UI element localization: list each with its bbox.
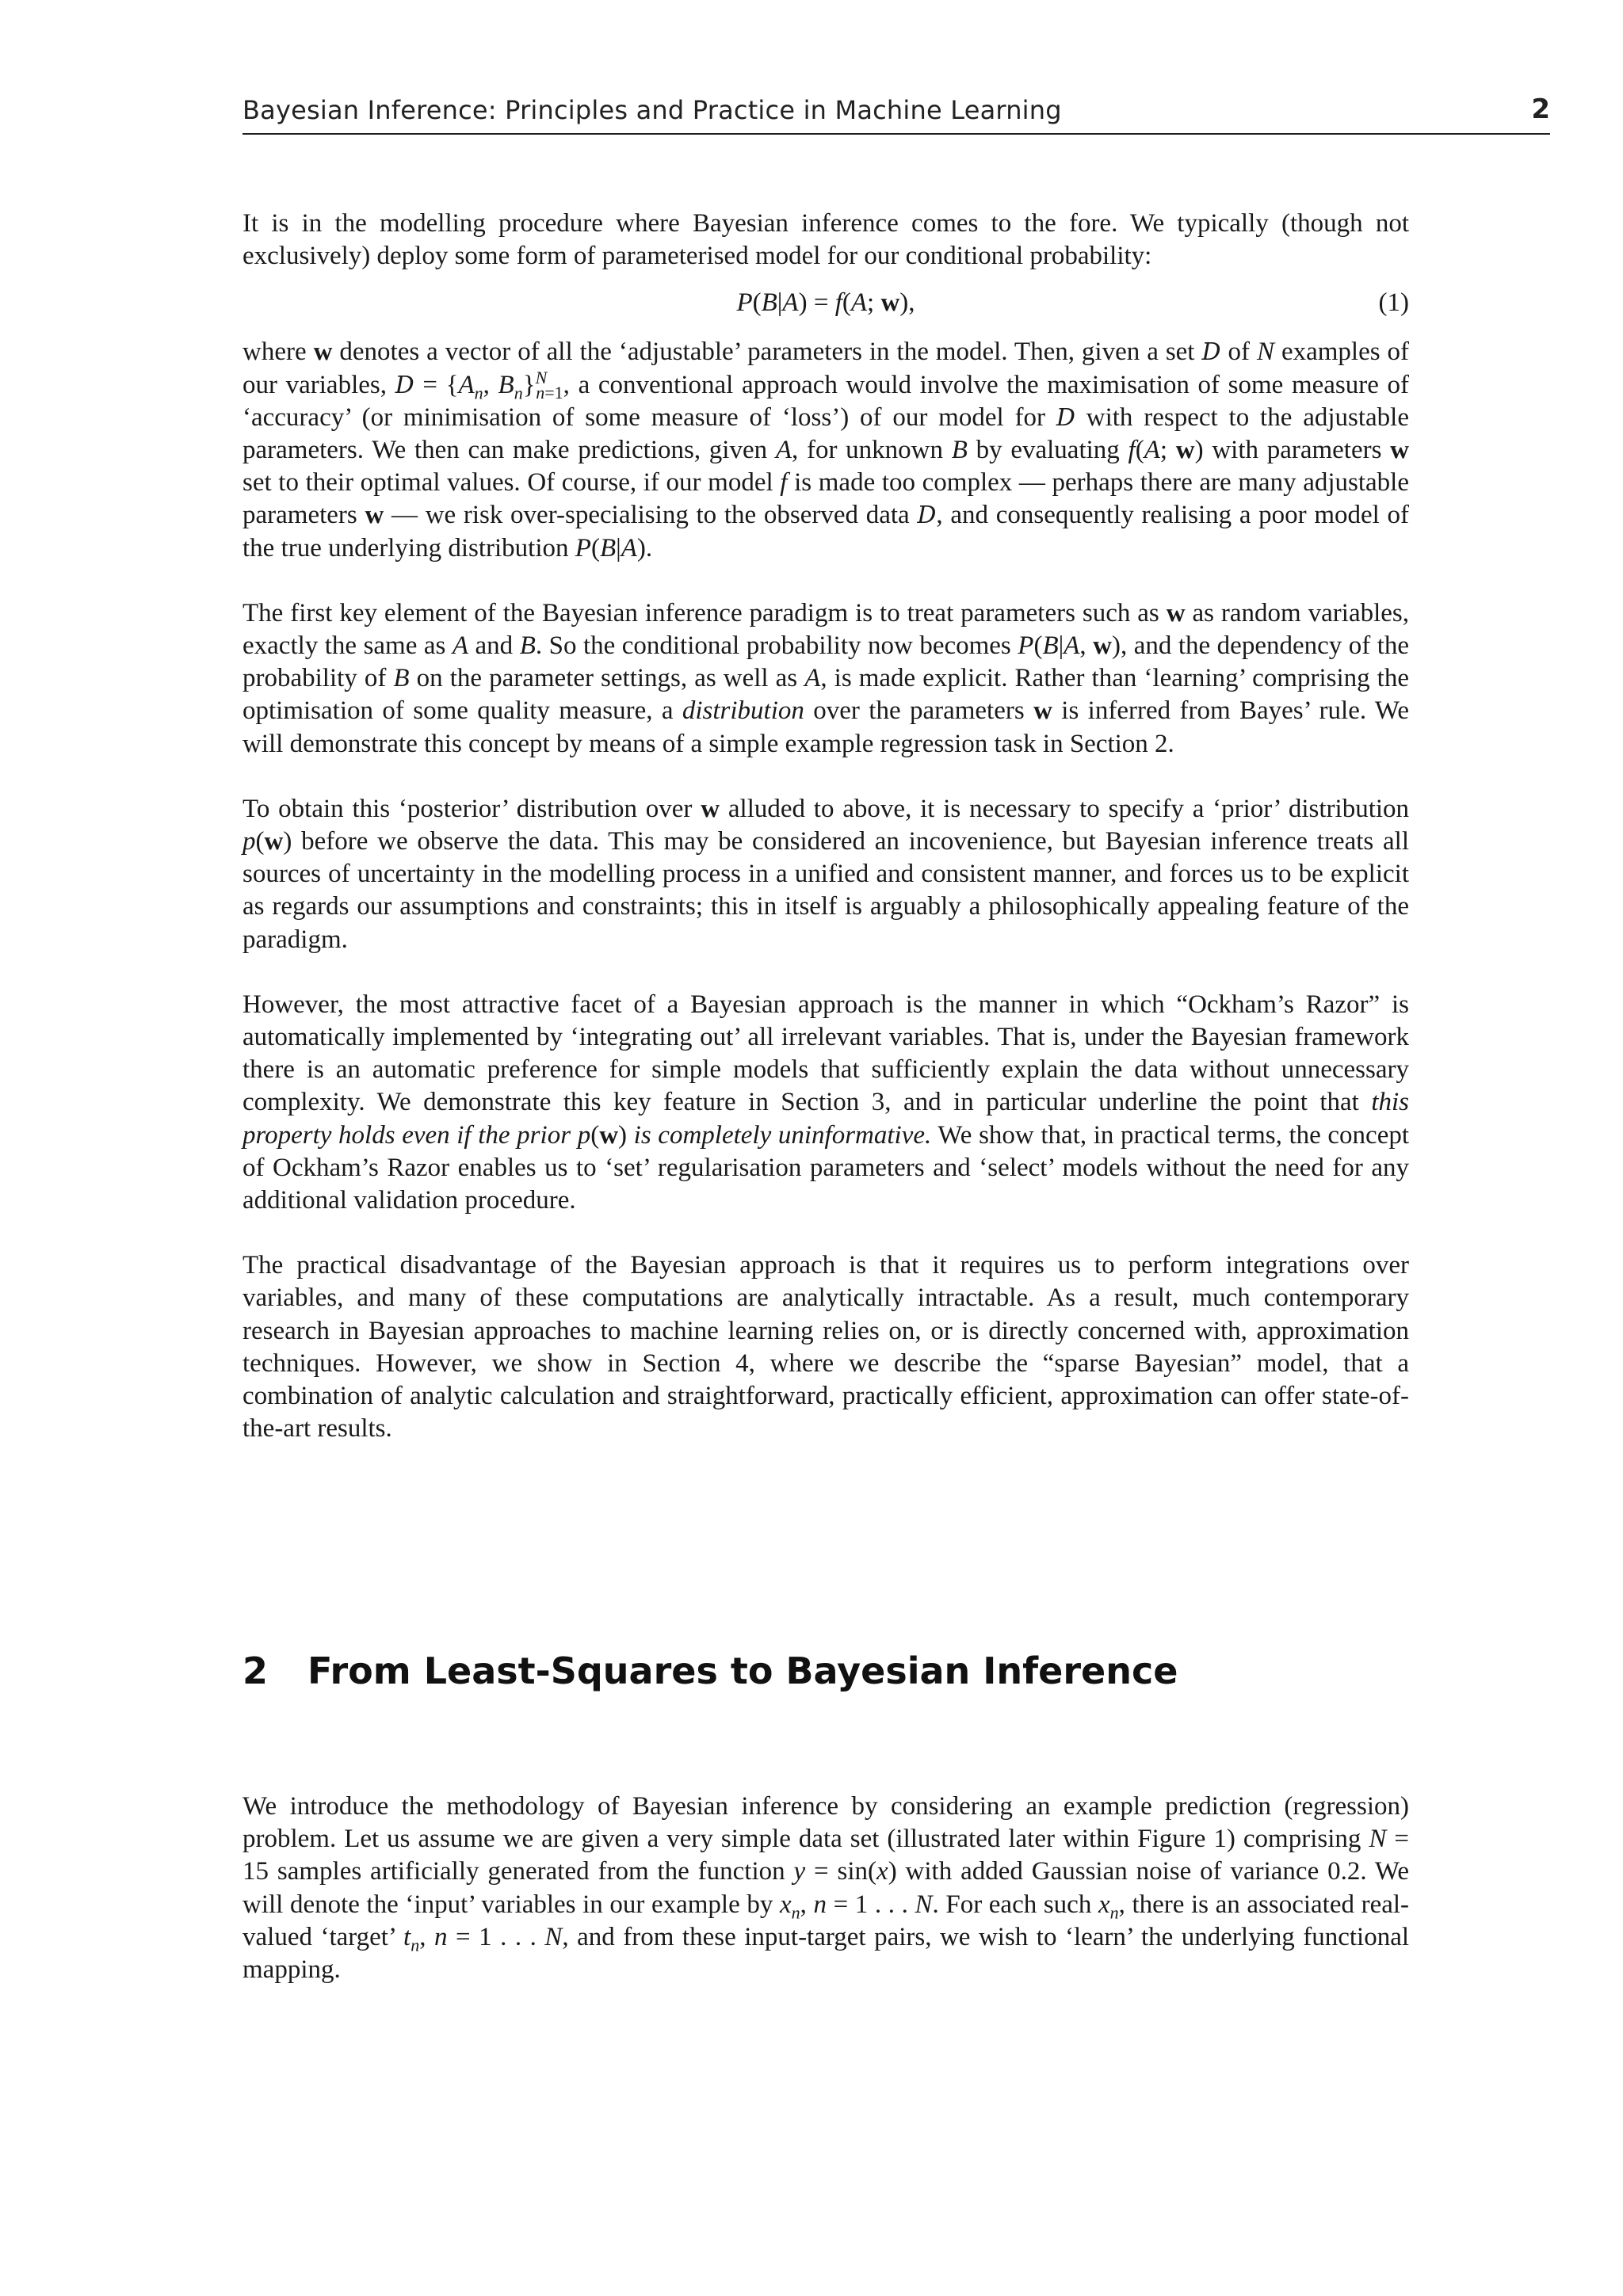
section-title: From Least-Squares to Bayesian Inference [307, 1650, 1178, 1692]
paragraph: The first key element of the Bayesian inference paradigm is to treat parameters such as w as random variables, exactly the same as A and B. So the conditional probability now becomes P(B|A, w), and the dependency of the probability of B on the parameter settings, as well as A, is made explicit. Rather than ‘learning’ comprising the optimisation of some quality measure, a distribution over the parameters w is inferred from Bayes’ rule. We will demonstrate this concept by means of a simple example regression task in Section 2. [242, 598, 1410, 758]
paragraph: where w denotes a vector of all the ‘adjustable’ parameters in the model. Then, given a set D of N examples of our variables, $D = \{A_n$, $B_n\}^N_{n=1}$, a conventional approach would involve the maximisation of some measure of ‘accuracy’ (or minimisation of some measure of ‘loss’) of our model for D with respect to the adjustable parameters. We then can make predictions, given A, for unknown B by evaluating f(A; w) with parameters w set to their optimal values. Of course, if our model f is made too complex — perhaps there are many adjustable parameters w — we risk over-specialising to the observed data D, and consequently realising a poor model of the true underlying distribution P(B|A). [242, 338, 1410, 563]
equation-number: (1) [1378, 288, 1409, 318]
paragraph: It is in the modelling procedure where Bayesian inference comes to the fore. We typically (though not exclusively) deploy some form of parameterised model for our conditional probability: [242, 209, 1409, 271]
running-header [242, 93, 1550, 135]
equation-body: P(B|A) = f(A; w), [736, 288, 915, 318]
paragraph: The practical disadvantage of the Bayesian approach is that it requires us to perform integrations over variables, and many of these computations are analytically intractable. As a result, much contemporary research in Bayesian approaches to machine learning relies on, or is directly concerned with, approximation techniques. However, we show in Section 4, where we describe the “sparse Bayesian” model, that a combination of analytic calculation and straightforward, practically efficient, approximation can offer state-of-the-art results. [242, 1251, 1409, 1444]
paragraph: However, the most attractive facet of a Bayesian approach is the manner in which “Ockham’s Razor” is automatically implemented by ‘integrating out’ all irrelevant variables. That is, under the Bayesian framework there is an automatic preference for simple models that sufficiently explain the data without unnecessary complexity. We demonstrate this key feature in Section 3, and in particular underline the point that this property holds even if the prior p(w) is completely uninformative. We show that, in practical terms, the concept of Ockham’s Razor enables us to ‘set’ regularisation parameters and ‘select’ models without the need for any additional validation procedure. [242, 990, 1410, 1215]
main-text [242, 208, 1409, 1446]
paragraph: To obtain this ‘posterior’ distribution over w alluded to above, it is necessary to specify a ‘prior’ distribution p(w) before we observe the data. This may be considered an incovenience, but Bayesian inference treats all sources of uncertainty in the modelling process in a unified and consistent manner, and forces us to be explicit as regards our assumptions and constraints; this in itself is arguably a philosophically appealing feature of the paradigm. [242, 794, 1410, 954]
section-2-text [242, 1791, 1409, 1986]
equation-1 [242, 280, 1409, 330]
page-number: 2 [1531, 93, 1550, 125]
section-number: 2 [242, 1650, 269, 1692]
section-heading [242, 1650, 1409, 1692]
running-title: Bayesian Inference: Principles and Practice in Machine Learning [242, 95, 1062, 125]
paragraph: We introduce the methodology of Bayesian inference by considering an example prediction (regression) problem. Let us assume we are given a very simple data set (illustrated later within Figure 1) comprising N = 15 samples artificially generated from the function y = sin(x) with added Gaussian noise of variance 0.2. We will denote the ‘input’ variables in our example by $x_n$, n = 1 . . . N. For each such $x_n$, there is an associated real-valued ‘target’ $t_n$, n = 1 . . . N, and from these input-target pairs, we wish to ‘learn’ the underlying functional mapping. [242, 1792, 1410, 1985]
